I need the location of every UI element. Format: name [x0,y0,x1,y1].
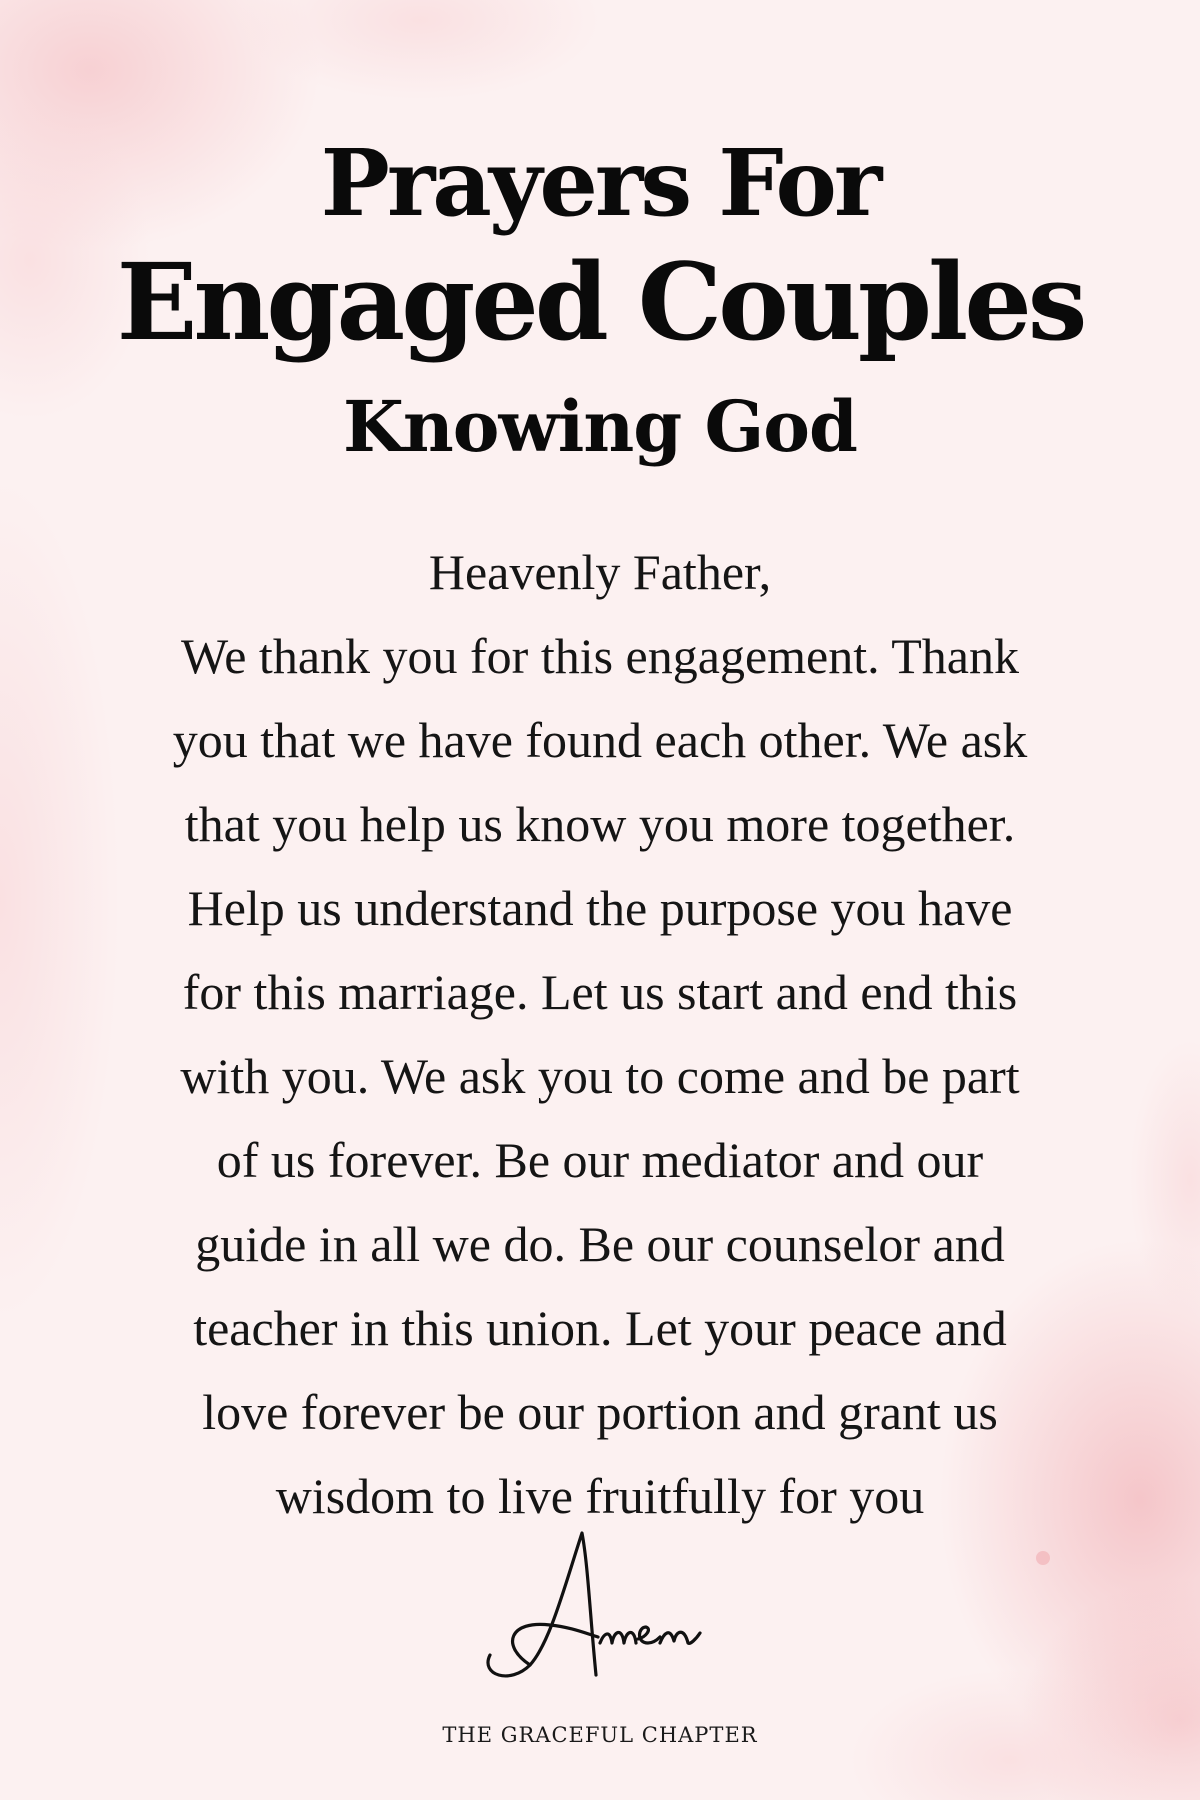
title-line-1: Prayers For [320,129,880,237]
prayer-line: guide in all we do. Be our counselor and [195,1216,1005,1272]
brand-footer: THE GRACEFUL CHAPTER [442,1723,758,1747]
prayer-text [0,530,1200,1538]
prayer-line: wisdom to live fruitfully for you [275,1468,925,1524]
amen-signature [470,1525,730,1695]
subtitle: Knowing God [343,385,857,468]
prayer-line: We thank you for this engagement. Thank [181,628,1019,684]
prayer-line: you that we have found each other. We ask [172,712,1028,768]
prayer-line: love forever be our portion and grant us [202,1384,998,1440]
prayer-line: of us forever. Be our mediator and our [216,1132,984,1188]
prayer-line: Heavenly Father, [428,544,772,600]
prayer-line: teacher in this union. Let your peace and [193,1300,1007,1356]
prayer-line: that you help us know you more together. [184,796,1016,852]
prayer-line: with you. We ask you to come and be part [180,1048,1020,1104]
prayer-line: for this marriage. Let us start and end this [182,964,1018,1020]
title-line-2: Engaged Couples [116,239,1084,364]
prayer-line: Help us understand the purpose you have [187,880,1013,936]
